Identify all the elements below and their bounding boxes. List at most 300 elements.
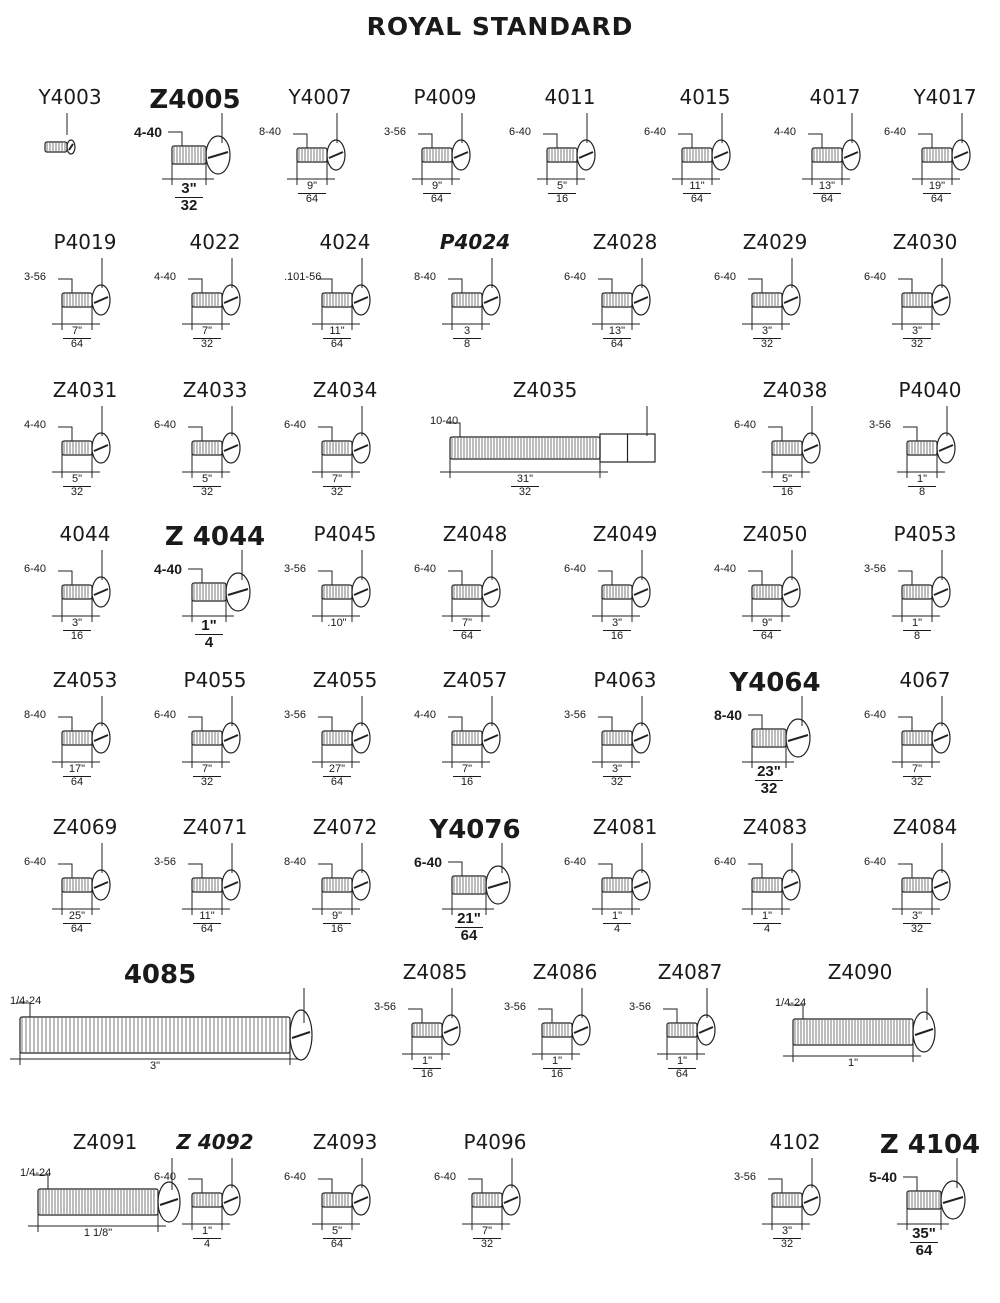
slot bbox=[208, 152, 228, 158]
screw-shaft bbox=[62, 585, 92, 599]
length-dimension bbox=[323, 911, 351, 935]
fraction-numerator: 3" bbox=[761, 325, 773, 337]
thread-size: 6-40 bbox=[564, 271, 587, 283]
fraction-numerator: 1" bbox=[676, 1055, 688, 1067]
length-dimension bbox=[910, 1226, 938, 1259]
fraction-numerator: 7" bbox=[461, 617, 473, 629]
fraction-denominator: 64 bbox=[70, 775, 84, 788]
thread-size: 6-40 bbox=[284, 419, 307, 431]
slot bbox=[784, 882, 798, 888]
length-dimension bbox=[63, 764, 91, 788]
part-number: Z 4104 bbox=[879, 1130, 981, 1160]
length-dimension bbox=[323, 1226, 351, 1250]
part-number: Z4087 bbox=[657, 960, 723, 984]
thread-size: 8-40 bbox=[284, 856, 307, 868]
slot bbox=[94, 735, 108, 741]
part-number: P4040 bbox=[898, 378, 962, 402]
slot bbox=[934, 297, 948, 303]
thread-size: 4-40 bbox=[154, 271, 177, 283]
slot bbox=[224, 445, 238, 451]
part-number: Z4057 bbox=[442, 668, 508, 692]
screw-shaft bbox=[542, 1023, 572, 1037]
screw-drawing bbox=[62, 870, 110, 900]
part-number: Z4091 bbox=[72, 1130, 138, 1154]
part-number: Y4017 bbox=[913, 85, 977, 109]
part-y4003 bbox=[5, 85, 135, 215]
slot bbox=[699, 1027, 713, 1033]
fraction-denominator: 4 bbox=[613, 922, 621, 935]
screw-shaft bbox=[412, 1023, 442, 1037]
part-z4084 bbox=[860, 815, 990, 945]
thread-size: 1/4-24 bbox=[775, 997, 807, 1009]
part-z4057 bbox=[410, 668, 540, 798]
fraction-denominator: 8 bbox=[913, 629, 921, 642]
fraction-numerator: 5" bbox=[71, 473, 83, 485]
screw-shaft bbox=[752, 585, 782, 599]
fraction-denominator: 32 bbox=[760, 337, 774, 350]
fraction-denominator: 32 bbox=[780, 1237, 794, 1250]
part-number: Z4038 bbox=[762, 378, 828, 402]
part-number: Z4085 bbox=[402, 960, 468, 984]
part-number: Z4084 bbox=[892, 815, 958, 839]
thread-size: 8-40 bbox=[414, 271, 437, 283]
fraction-denominator: 32 bbox=[518, 485, 532, 498]
part-number: Z 4044 bbox=[164, 522, 266, 552]
slot bbox=[354, 589, 368, 595]
part-number: 4017 bbox=[809, 85, 861, 109]
screw-drawing bbox=[322, 723, 370, 753]
slot bbox=[69, 144, 73, 150]
thread-size: 6-40 bbox=[154, 419, 177, 431]
thread-leader bbox=[318, 864, 332, 878]
fraction-numerator: 17" bbox=[68, 763, 86, 775]
thread-size: 3-56 bbox=[734, 1171, 757, 1183]
part-number: Y4064 bbox=[729, 668, 821, 698]
length-dimension bbox=[141, 1061, 169, 1073]
part-number: P4024 bbox=[439, 230, 511, 254]
fraction-denominator: 8 bbox=[918, 485, 926, 498]
fraction-numerator: 1" bbox=[421, 1055, 433, 1067]
slot bbox=[329, 152, 343, 158]
screw-shaft bbox=[752, 878, 782, 892]
fraction-denominator: 64 bbox=[200, 922, 214, 935]
thread-leader bbox=[58, 717, 72, 731]
screw-shaft bbox=[452, 585, 482, 599]
thread-size: 6-40 bbox=[714, 856, 737, 868]
length-dimension bbox=[323, 474, 351, 498]
thread-leader bbox=[58, 571, 72, 585]
screw-drawing bbox=[907, 433, 955, 463]
length-dimension bbox=[753, 326, 781, 350]
length-dimension bbox=[773, 1226, 801, 1250]
fraction-numerator: 3" bbox=[149, 1060, 161, 1072]
slot bbox=[354, 1197, 368, 1203]
fraction-denominator: 4 bbox=[763, 922, 771, 935]
screw-shaft bbox=[602, 731, 632, 745]
length-dimension bbox=[903, 911, 931, 935]
screw-drawing bbox=[752, 870, 800, 900]
screw-shaft bbox=[547, 148, 577, 162]
slot bbox=[634, 882, 648, 888]
screw-shaft bbox=[62, 293, 92, 307]
part-z4083 bbox=[710, 815, 840, 945]
fraction-denominator: 16 bbox=[330, 922, 344, 935]
part-number: Z4086 bbox=[532, 960, 598, 984]
screw-drawing bbox=[450, 434, 655, 462]
part-z4093 bbox=[280, 1130, 410, 1260]
screw-shaft bbox=[192, 441, 222, 455]
part-number: Z4072 bbox=[312, 815, 378, 839]
fraction-denominator: 16 bbox=[550, 1067, 564, 1080]
length-dimension bbox=[193, 474, 221, 498]
screw-drawing bbox=[20, 1010, 312, 1060]
screw-drawing bbox=[192, 285, 240, 315]
part-number: Z4034 bbox=[312, 378, 378, 402]
slot bbox=[228, 589, 248, 595]
thread-leader bbox=[903, 427, 917, 441]
screw-drawing bbox=[45, 140, 75, 154]
screw-shaft bbox=[793, 1019, 913, 1045]
slot bbox=[94, 445, 108, 451]
screw-drawing bbox=[602, 285, 650, 315]
part-p4045 bbox=[280, 522, 410, 652]
thread-leader bbox=[188, 279, 202, 293]
length-dimension bbox=[603, 326, 631, 350]
screw-drawing bbox=[547, 140, 595, 170]
fraction-numerator: 5" bbox=[781, 473, 793, 485]
thread-size: 3-56 bbox=[374, 1001, 397, 1013]
fraction-numerator: 7" bbox=[201, 325, 213, 337]
fraction-denominator: 32 bbox=[70, 485, 84, 498]
screw-shaft bbox=[20, 1017, 290, 1053]
screw-shaft bbox=[450, 437, 600, 459]
part-number: P4053 bbox=[893, 522, 957, 546]
fraction-denominator: 8 bbox=[463, 337, 471, 350]
part-number: Z4049 bbox=[592, 522, 658, 546]
slot bbox=[94, 589, 108, 595]
fraction-numerator: 3" bbox=[911, 910, 923, 922]
part-number: Y4076 bbox=[429, 815, 521, 845]
screw-drawing bbox=[922, 140, 970, 170]
length-dimension bbox=[603, 764, 631, 788]
length-dimension bbox=[455, 911, 483, 944]
length-dimension bbox=[511, 474, 539, 498]
thread-leader bbox=[898, 279, 912, 293]
screw-drawing bbox=[907, 1181, 965, 1219]
screw-shaft bbox=[192, 731, 222, 745]
thread-size: 3-56 bbox=[864, 563, 887, 575]
screw-drawing bbox=[172, 136, 230, 174]
screw-drawing bbox=[472, 1185, 520, 1215]
fraction-denominator: 32 bbox=[910, 337, 924, 350]
slot bbox=[488, 882, 508, 888]
thread-size: 4-40 bbox=[154, 561, 183, 577]
fraction-numerator: 21" bbox=[457, 910, 481, 927]
length-dimension bbox=[839, 1058, 867, 1070]
thread-leader bbox=[318, 571, 332, 585]
slot bbox=[354, 882, 368, 888]
length-dimension bbox=[298, 181, 326, 205]
thread-leader bbox=[58, 864, 72, 878]
screw-shaft bbox=[602, 293, 632, 307]
thread-leader bbox=[903, 1177, 917, 1191]
part-number: 4102 bbox=[769, 1130, 821, 1154]
screw-shaft bbox=[752, 293, 782, 307]
part-number: Z4071 bbox=[182, 815, 248, 839]
part-z4033 bbox=[150, 378, 280, 508]
fraction-numerator: 1 1/8" bbox=[83, 1227, 113, 1239]
part-number: Z4030 bbox=[892, 230, 958, 254]
screw-drawing bbox=[682, 140, 730, 170]
length-dimension bbox=[84, 1228, 112, 1240]
part-z4038 bbox=[730, 378, 860, 508]
part-number: Z4048 bbox=[442, 522, 508, 546]
fraction-numerator: 1" bbox=[911, 617, 923, 629]
thread-leader bbox=[188, 427, 202, 441]
page-title: ROYAL STANDARD bbox=[366, 12, 634, 41]
part-p4063 bbox=[560, 668, 690, 798]
slot bbox=[634, 735, 648, 741]
part-z4028 bbox=[560, 230, 690, 360]
screw-shaft bbox=[602, 878, 632, 892]
slot bbox=[934, 882, 948, 888]
fraction-numerator: 5" bbox=[331, 1225, 343, 1237]
fraction-numerator: 1" bbox=[761, 910, 773, 922]
screw-shaft bbox=[902, 878, 932, 892]
part-z4069 bbox=[20, 815, 150, 945]
fraction-denominator: 64 bbox=[930, 192, 944, 205]
fraction-denominator: 64 bbox=[675, 1067, 689, 1080]
fraction-denominator: 64 bbox=[610, 337, 624, 350]
screw-shaft bbox=[38, 1189, 158, 1215]
fraction-numerator: 5" bbox=[556, 180, 568, 192]
slot bbox=[454, 152, 468, 158]
part-z4035 bbox=[430, 378, 660, 508]
part-p4040 bbox=[865, 378, 995, 508]
thread-leader bbox=[598, 279, 612, 293]
part-number: P4096 bbox=[463, 1130, 527, 1154]
fraction-denominator: 64 bbox=[330, 775, 344, 788]
slot bbox=[354, 297, 368, 303]
fraction-numerator: 13" bbox=[818, 180, 836, 192]
slot bbox=[504, 1197, 518, 1203]
part-number: 4067 bbox=[899, 668, 951, 692]
length-dimension bbox=[903, 326, 931, 350]
part-number: Z4069 bbox=[52, 815, 118, 839]
fraction-denominator: 32 bbox=[910, 775, 924, 788]
thread-size: 6-40 bbox=[864, 271, 887, 283]
thread-leader bbox=[543, 134, 557, 148]
screw-shaft bbox=[907, 441, 937, 455]
fraction-numerator: 3" bbox=[611, 763, 623, 775]
part-number: P4045 bbox=[313, 522, 377, 546]
part-4085 bbox=[10, 960, 310, 1090]
part-number: P4063 bbox=[593, 668, 657, 692]
slot bbox=[943, 1197, 963, 1203]
screw-drawing bbox=[452, 285, 500, 315]
thread-leader bbox=[898, 717, 912, 731]
slot bbox=[354, 735, 368, 741]
length-dimension bbox=[773, 474, 801, 498]
fraction-numerator: 3" bbox=[781, 1225, 793, 1237]
length-dimension bbox=[903, 618, 931, 642]
part-number: Z4055 bbox=[312, 668, 378, 692]
thread-size: 10-40 bbox=[430, 415, 459, 427]
fraction-numerator: 3" bbox=[181, 180, 197, 197]
thread-leader bbox=[318, 1179, 332, 1193]
part-number: Z4005 bbox=[149, 85, 241, 115]
slot bbox=[574, 1027, 588, 1033]
part-number: Z4090 bbox=[827, 960, 893, 984]
thread-size: 6-40 bbox=[884, 126, 907, 138]
length-dimension bbox=[453, 326, 481, 350]
thread-leader bbox=[188, 864, 202, 878]
length-dimension bbox=[473, 1226, 501, 1250]
screw-shaft bbox=[902, 731, 932, 745]
screw-drawing bbox=[62, 433, 110, 463]
screw-shaft bbox=[682, 148, 712, 162]
screw-shaft bbox=[322, 585, 352, 599]
slot bbox=[939, 445, 953, 451]
screw-shaft bbox=[602, 585, 632, 599]
thread-size: 3-56 bbox=[24, 271, 47, 283]
thread-size: 1/4-24 bbox=[10, 995, 42, 1007]
length-dimension bbox=[755, 764, 783, 797]
screw-drawing bbox=[62, 285, 110, 315]
fraction-numerator: 3" bbox=[611, 617, 623, 629]
part-z4081 bbox=[560, 815, 690, 945]
screw-shaft bbox=[922, 148, 952, 162]
thread-leader bbox=[898, 864, 912, 878]
thread-leader bbox=[468, 1179, 482, 1193]
fraction-denominator: 32 bbox=[200, 775, 214, 788]
fraction-denominator: 16 bbox=[460, 775, 474, 788]
part-p4009 bbox=[380, 85, 510, 215]
thread-size: 6-40 bbox=[864, 856, 887, 868]
part-4067 bbox=[860, 668, 990, 798]
fraction-numerator: 1" bbox=[551, 1055, 563, 1067]
part-number: Z4033 bbox=[182, 378, 248, 402]
screw-shaft bbox=[322, 441, 352, 455]
part-number: 4011 bbox=[544, 85, 596, 109]
thread-size: 6-40 bbox=[154, 709, 177, 721]
part-number: Z4083 bbox=[742, 815, 808, 839]
part-p4055 bbox=[150, 668, 280, 798]
length-dimension bbox=[63, 326, 91, 350]
thread-leader bbox=[808, 134, 822, 148]
part-number: Y4007 bbox=[288, 85, 352, 109]
part-number: 4085 bbox=[123, 960, 197, 990]
screw-drawing bbox=[602, 723, 650, 753]
thread-size: 3-56 bbox=[154, 856, 177, 868]
fraction-denominator: 64 bbox=[820, 192, 834, 205]
screw-shaft bbox=[472, 1193, 502, 1207]
fraction-numerator: 1" bbox=[916, 473, 928, 485]
part-number: Z4031 bbox=[52, 378, 118, 402]
screw-shaft bbox=[422, 148, 452, 162]
screw-drawing bbox=[902, 723, 950, 753]
fraction-numerator: 7" bbox=[331, 473, 343, 485]
screw-shaft bbox=[62, 731, 92, 745]
fraction-numerator: 31" bbox=[516, 473, 534, 485]
part-z4072 bbox=[280, 815, 410, 945]
length-dimension bbox=[175, 181, 203, 214]
thread-leader bbox=[768, 1179, 782, 1193]
part-z4049 bbox=[560, 522, 690, 652]
length-dimension bbox=[413, 1056, 441, 1080]
slot bbox=[915, 1029, 933, 1035]
part-y4017 bbox=[880, 85, 1000, 215]
screw-drawing bbox=[667, 1015, 715, 1045]
thread-size: 6-40 bbox=[734, 419, 757, 431]
length-dimension bbox=[603, 618, 631, 642]
part-z4034 bbox=[280, 378, 410, 508]
thread-size: 3-56 bbox=[629, 1001, 652, 1013]
fraction-numerator: 1" bbox=[611, 910, 623, 922]
screw-shaft bbox=[322, 731, 352, 745]
screw-drawing bbox=[602, 577, 650, 607]
thread-size: 3-56 bbox=[384, 126, 407, 138]
thread-leader bbox=[748, 571, 762, 585]
fraction-denominator: 32 bbox=[200, 485, 214, 498]
slot bbox=[354, 445, 368, 451]
thread-leader bbox=[448, 571, 462, 585]
part-number: Z4093 bbox=[312, 1130, 378, 1154]
thread-leader bbox=[678, 134, 692, 148]
slot bbox=[804, 445, 818, 451]
fraction-denominator: 64 bbox=[70, 922, 84, 935]
screw-drawing bbox=[452, 723, 500, 753]
part-z4053 bbox=[20, 668, 150, 798]
thread-size: 3-56 bbox=[284, 563, 307, 575]
screw-drawing bbox=[793, 1012, 935, 1052]
slot bbox=[788, 735, 808, 741]
slot bbox=[934, 735, 948, 741]
screw-drawing bbox=[752, 719, 810, 757]
part-number: Y4003 bbox=[38, 85, 102, 109]
part-p4024 bbox=[410, 230, 540, 360]
screw-shaft bbox=[772, 1193, 802, 1207]
fraction-numerator: 27" bbox=[328, 763, 346, 775]
screw-drawing bbox=[752, 285, 800, 315]
fraction-denominator: 16 bbox=[420, 1067, 434, 1080]
fraction-numerator: 11" bbox=[689, 180, 705, 192]
fraction-numerator: 7" bbox=[481, 1225, 493, 1237]
thread-leader bbox=[58, 427, 72, 441]
thread-leader bbox=[768, 427, 782, 441]
fraction-denominator: 64 bbox=[460, 629, 474, 642]
slot bbox=[784, 589, 798, 595]
thread-size: 6-40 bbox=[644, 126, 667, 138]
screw-drawing bbox=[62, 577, 110, 607]
thread-leader bbox=[598, 864, 612, 878]
fraction-numerator: 1" bbox=[201, 617, 217, 634]
screw-drawing bbox=[192, 870, 240, 900]
screw-drawing bbox=[412, 1015, 460, 1045]
fraction-numerator: 7" bbox=[71, 325, 83, 337]
length-dimension bbox=[813, 181, 841, 205]
screw-drawing bbox=[192, 433, 240, 463]
thread-leader bbox=[168, 132, 182, 146]
thread-size: 4-40 bbox=[134, 124, 163, 140]
slot bbox=[784, 297, 798, 303]
part-z4086 bbox=[500, 960, 630, 1090]
thread-size: 6-40 bbox=[24, 563, 47, 575]
length-dimension bbox=[453, 618, 481, 642]
fraction-denominator: 32 bbox=[180, 196, 198, 214]
thread-size: 4-40 bbox=[774, 126, 797, 138]
thread-size: 3-56 bbox=[564, 709, 587, 721]
